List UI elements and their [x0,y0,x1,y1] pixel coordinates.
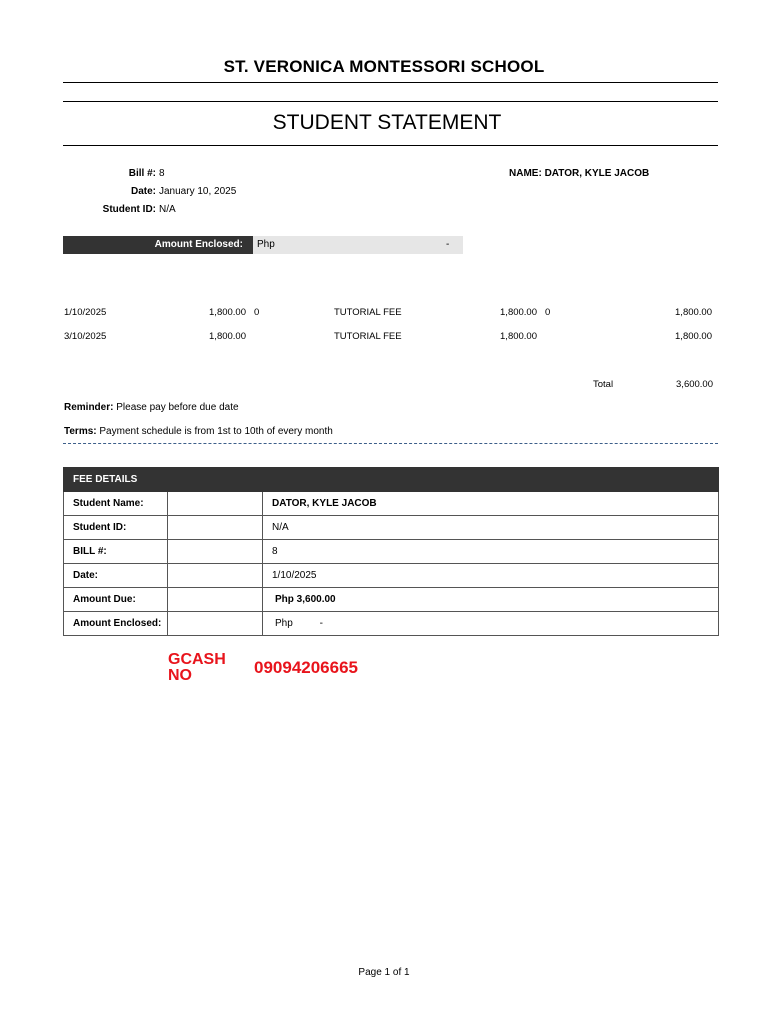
amount-enclosed-value: - [446,239,450,250]
statement-title: STUDENT STATEMENT [272,111,502,134]
transaction-description: TUTORIAL FEE [334,331,402,342]
fee-row-label: Date: [64,564,168,588]
name-value: DATOR, KYLE JACOB [544,168,650,179]
table-row [64,516,719,540]
bill-label: Bill #: [128,168,156,179]
fee-row-label: Student ID: [64,516,168,540]
fee-row-amount-enclosed[interactable] [263,612,719,636]
fee-row-label: BILL #: [64,540,168,564]
date-label: Date: [130,186,156,197]
table-row [64,492,719,516]
terms [64,426,333,437]
fee-row-label: Amount Due: [64,588,168,612]
fee-row-value: 1/10/2025 [263,564,719,588]
fee-row-label: Amount Enclosed: [64,612,168,636]
transaction-extra-2: 0 [545,307,551,318]
table-row [64,612,719,636]
terms-label: Terms: [64,426,97,437]
transaction-amount: 1,800.00 [209,307,246,318]
divider [63,82,718,83]
transaction-amount-2: 1,800.00 [500,331,537,342]
divider [63,145,718,146]
transaction-date: 3/10/2025 [64,331,107,342]
name-label: NAME: [509,168,542,179]
table-row [64,588,719,612]
amount-enclosed-field[interactable] [253,236,463,254]
fee-row-value: 8 [263,540,719,564]
student-id-value: N/A [159,204,176,215]
fee-details-header: FEE DETAILS [64,468,719,492]
reminder-text: Please pay before due date [116,402,239,413]
fee-row-value: DATOR, KYLE JACOB [263,492,719,516]
divider [63,101,718,102]
fee-row-value: Php 3,600.00 [263,588,719,612]
gcash-number: 09094206665 [254,658,359,677]
transaction-date: 1/10/2025 [64,307,107,318]
table-row [64,564,719,588]
school-name: ST. VERONICA MONTESSORI SCHOOL [223,57,545,76]
student-name-field [509,168,649,179]
transaction-balance: 1,800.00 [675,307,712,318]
fee-details-table [63,467,719,636]
gcash-label: GCASH NO [168,652,226,680]
cut-line [63,443,718,444]
page-number: Page 1 of 1 [358,967,410,978]
transaction-amount: 1,800.00 [209,331,246,342]
fee-row-label: Student Name: [64,492,168,516]
terms-text: Payment schedule is from 1st to 10th of every month [99,426,333,437]
student-id-label: Student ID: [102,204,156,215]
transaction-extra: 0 [254,307,260,318]
transaction-description: TUTORIAL FEE [334,307,402,318]
bill-value: 8 [159,168,165,179]
fee-row-value: - [319,618,323,629]
total-value: 3,600.00 [676,379,713,390]
reminder [64,402,239,413]
date-value: January 10, 2025 [159,186,237,197]
table-row [64,540,719,564]
amount-enclosed-label: Amount Enclosed: [63,236,253,254]
transaction-amount-2: 1,800.00 [500,307,537,318]
amount-enclosed-currency: Php [257,239,275,250]
fee-row-currency: Php [275,618,293,629]
transaction-balance: 1,800.00 [675,331,712,342]
reminder-label: Reminder: [64,402,114,413]
total-label: Total [593,379,614,390]
fee-row-value: N/A [263,516,719,540]
